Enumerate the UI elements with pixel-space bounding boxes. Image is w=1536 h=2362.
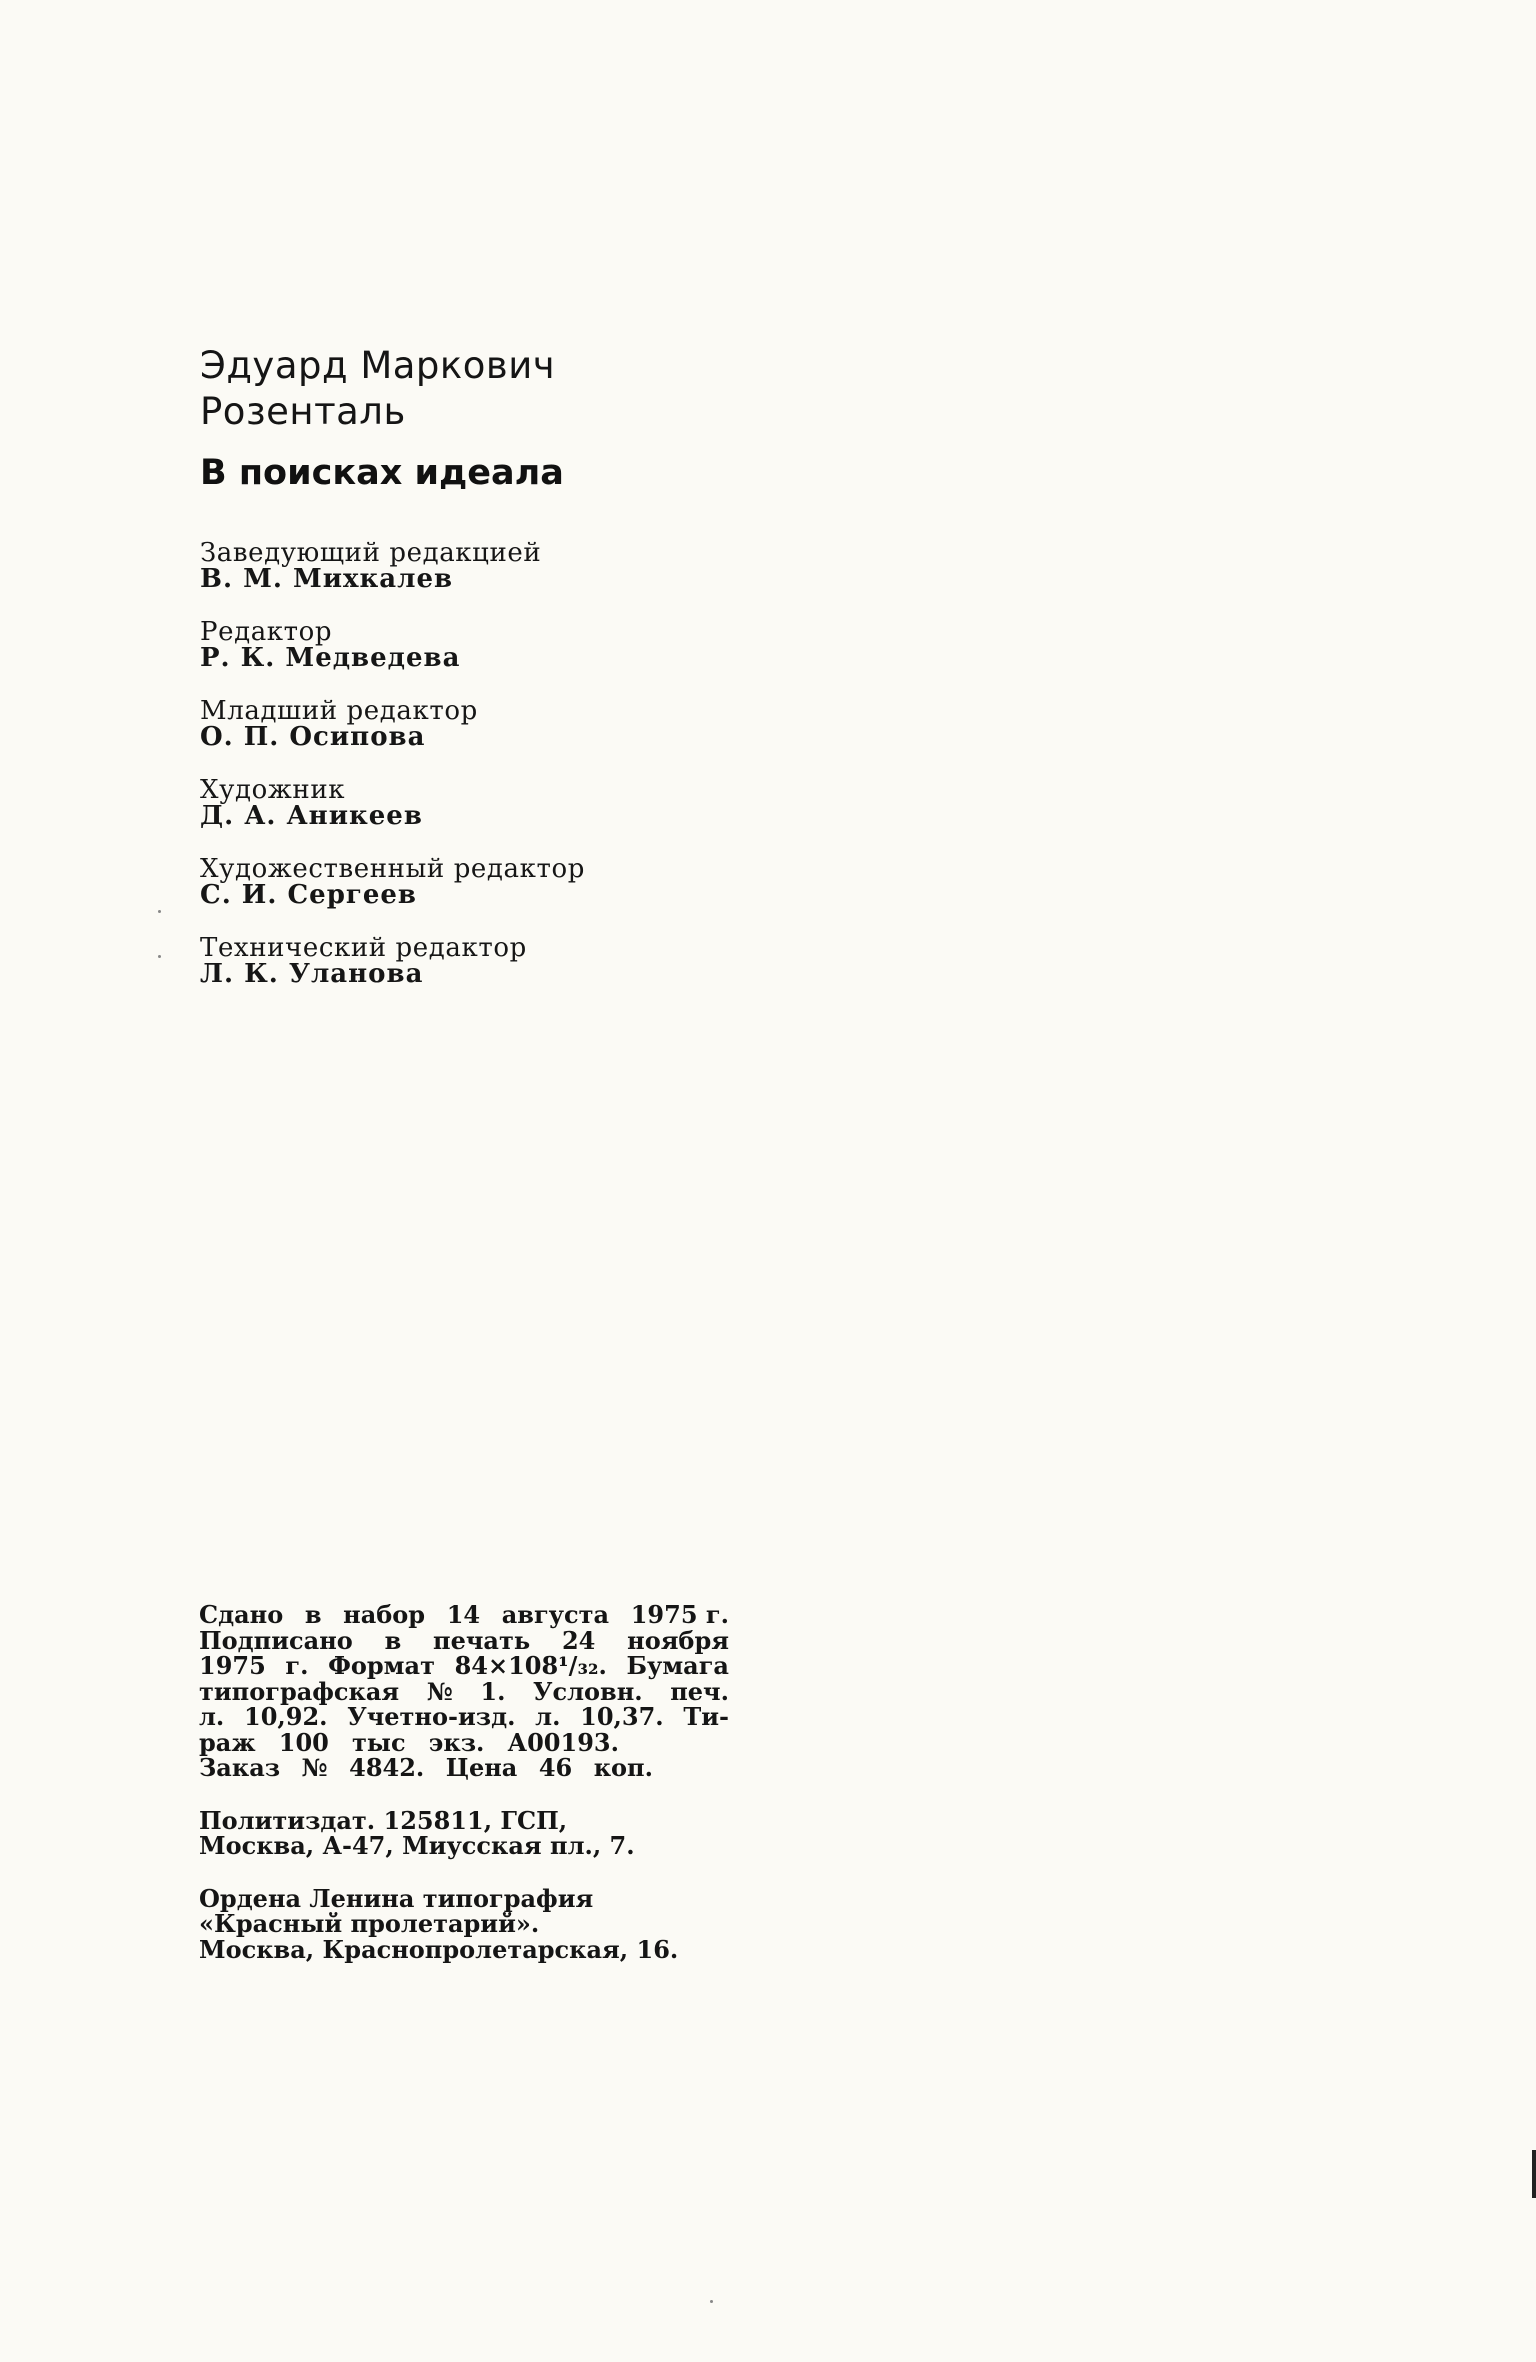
word: 1975 xyxy=(199,1651,266,1680)
credit-person: Л. К. Уланова xyxy=(200,959,424,989)
word: печ. xyxy=(670,1676,729,1706)
word: Ти- xyxy=(683,1702,729,1731)
print-details-line xyxy=(199,1653,729,1679)
word: Условн. xyxy=(533,1676,643,1706)
printer-line: Москва, Краснопролетарская, 16. xyxy=(199,1934,679,1964)
word: г. xyxy=(285,1651,309,1680)
word: А00193. xyxy=(507,1727,619,1757)
word: л. xyxy=(535,1702,561,1731)
word: в xyxy=(304,1600,322,1629)
credit-person: С. И. Сергеев xyxy=(200,880,417,910)
print-details-line xyxy=(199,1676,729,1706)
author-second-line: Розенталь xyxy=(200,390,406,433)
print-details-line xyxy=(199,1625,729,1655)
credit-entry xyxy=(200,856,585,908)
credit-person: В. М. Михкалев xyxy=(200,564,454,594)
word: ноября xyxy=(627,1625,729,1655)
word: набор xyxy=(343,1600,426,1629)
print-details-line xyxy=(199,1727,619,1757)
credit-role: Редактор xyxy=(200,617,333,647)
word: Подписано xyxy=(199,1625,353,1655)
book-title: В поисках идеала xyxy=(200,453,564,493)
publisher-address xyxy=(199,1805,729,1860)
scan-speck xyxy=(158,955,161,958)
scan-speck xyxy=(710,2300,713,2303)
word: 1. xyxy=(480,1676,506,1706)
credit-entry xyxy=(200,777,585,829)
word: 84×108¹/₃₂. xyxy=(454,1651,607,1680)
publisher-line: Москва, А-47, Миусская пл., 7. xyxy=(199,1831,635,1860)
credit-role: Художник xyxy=(200,775,346,805)
credit-entry xyxy=(200,540,585,592)
credit-entry xyxy=(200,698,585,750)
word: экз. xyxy=(428,1727,485,1757)
word: раж xyxy=(199,1727,256,1757)
word: Формат xyxy=(328,1651,435,1680)
word: л. xyxy=(199,1702,225,1731)
credit-role: Технический редактор xyxy=(200,933,527,963)
printer-line: Ордена Ленина типография xyxy=(199,1883,594,1913)
word: Учетно-изд. xyxy=(347,1702,516,1731)
word: Заказ xyxy=(199,1753,281,1782)
printer-line: «Красный пролетарий». xyxy=(199,1909,540,1938)
word: 1975 г. xyxy=(630,1600,729,1629)
credit-role: Младший редактор xyxy=(200,696,478,726)
credit-entry xyxy=(200,619,585,671)
credits-list xyxy=(200,540,585,1014)
author-name xyxy=(200,343,555,435)
print-details xyxy=(199,1602,729,1781)
word: 46 xyxy=(538,1753,573,1782)
word: 14 xyxy=(446,1600,481,1629)
print-details-line xyxy=(199,1704,729,1730)
page-edge-mark xyxy=(1532,2150,1536,2198)
word: № xyxy=(426,1676,453,1706)
word: Цена xyxy=(445,1753,518,1782)
word: Сдано xyxy=(199,1600,284,1629)
word: № xyxy=(301,1753,328,1782)
word: тыс xyxy=(352,1727,406,1757)
word: 100 xyxy=(278,1727,329,1757)
printer-address xyxy=(199,1883,729,1964)
credit-entry xyxy=(200,935,585,987)
word: печать xyxy=(433,1625,531,1655)
credit-person: Д. А. Аникеев xyxy=(200,801,423,831)
scan-speck xyxy=(158,910,161,913)
print-details-line xyxy=(199,1755,653,1781)
print-details-line xyxy=(199,1602,729,1628)
word: 10,92. xyxy=(244,1702,328,1731)
author-first-line: Эдуард Маркович xyxy=(200,344,556,387)
word: августа xyxy=(501,1600,610,1629)
word: 24 xyxy=(561,1625,596,1655)
imprint-block xyxy=(199,1602,729,1989)
credit-role: Заведующий редакцией xyxy=(200,538,542,568)
credit-person: О. П. Осипова xyxy=(200,722,426,752)
publisher-line: Политиздат. 125811, ГСП, xyxy=(199,1805,568,1835)
word: коп. xyxy=(593,1753,653,1782)
word: типографская xyxy=(199,1676,400,1706)
credit-role: Художественный редактор xyxy=(200,854,585,884)
word: 10,37. xyxy=(580,1702,664,1731)
credit-person: Р. К. Медведева xyxy=(200,643,461,673)
word: Бумага xyxy=(626,1651,729,1680)
word: 4842. xyxy=(349,1753,425,1782)
word: в xyxy=(384,1625,402,1655)
